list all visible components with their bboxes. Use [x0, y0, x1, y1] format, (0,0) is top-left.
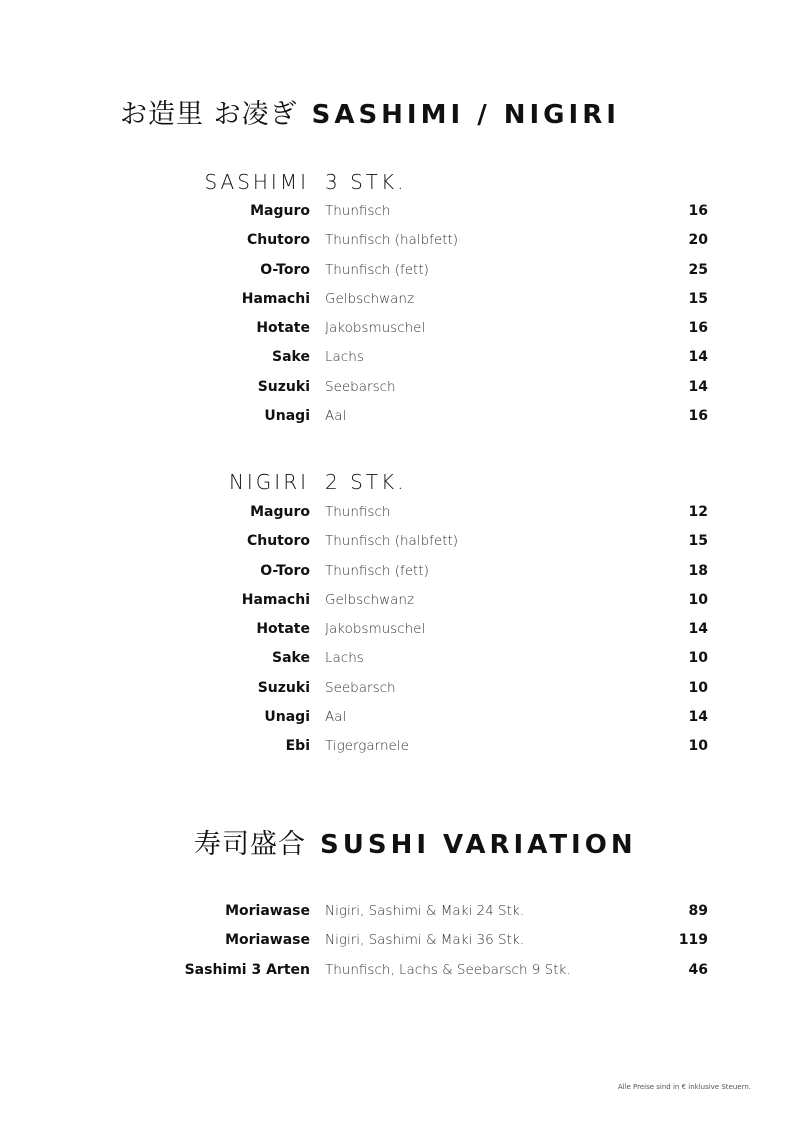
section-title-en: SUSHI VARIATION — [320, 830, 637, 860]
item-name: O-Toro — [260, 562, 310, 579]
item-name: Maguro — [250, 203, 310, 219]
item-description: Gelbschwanz — [325, 290, 415, 307]
sushi-variation-list — [0, 903, 793, 991]
section-title-jp: 寿司盛合 — [194, 829, 306, 860]
item-name: Sake — [272, 349, 310, 366]
item-description: Seebarsch — [325, 679, 396, 696]
item-description: Nigiri, Sashimi & Maki 36 Stk. — [325, 932, 524, 949]
menu-row — [0, 291, 793, 320]
menu-row — [0, 680, 793, 709]
subheading-label: SASHIMI — [204, 170, 309, 194]
item-price: 15 — [688, 290, 708, 307]
item-price: 12 — [688, 504, 708, 520]
item-description: Seebarsch — [325, 378, 396, 395]
item-price: 16 — [688, 320, 708, 337]
menu-row — [0, 533, 793, 562]
menu-row — [0, 379, 793, 408]
menu-row — [0, 320, 793, 349]
item-price: 10 — [688, 738, 708, 755]
item-price: 14 — [688, 378, 708, 395]
section-title-jp: お造里 お凌ぎ — [120, 99, 298, 130]
menu-row — [0, 203, 793, 232]
subheading-label: NIGIRI — [228, 470, 309, 494]
nigiri-list — [0, 504, 793, 768]
item-name: Suzuki — [257, 378, 310, 395]
menu-row — [0, 738, 793, 767]
sashimi-list — [0, 203, 793, 437]
item-price: 20 — [688, 232, 708, 249]
item-name: Moriawase — [225, 932, 310, 949]
item-name: Suzuki — [257, 679, 310, 696]
menu-row — [0, 408, 793, 437]
item-price: 14 — [688, 349, 708, 366]
menu-row — [0, 962, 793, 991]
item-name: Hotate — [256, 320, 310, 337]
item-price: 46 — [688, 961, 708, 978]
menu-row — [0, 232, 793, 261]
item-description: Thunfisch (fett) — [325, 261, 429, 278]
section-heading-sushi-variation — [194, 822, 637, 861]
item-name: Hamachi — [241, 290, 310, 307]
item-price: 14 — [688, 621, 708, 638]
item-name: Sashimi 3 Arten — [184, 961, 310, 978]
item-description: Jakobsmuschel — [325, 621, 426, 638]
item-name: Unagi — [264, 709, 310, 726]
item-description: Gelbschwanz — [325, 591, 415, 608]
menu-row — [0, 262, 793, 291]
item-description: Thunfisch (fett) — [325, 562, 429, 579]
item-price: 15 — [688, 533, 708, 550]
item-name: Hotate — [256, 621, 310, 638]
menu-row — [0, 932, 793, 961]
item-description: Jakobsmuschel — [325, 320, 426, 337]
menu-row — [0, 650, 793, 679]
menu-row — [0, 592, 793, 621]
menu-row — [0, 349, 793, 378]
item-name: Ebi — [285, 738, 310, 755]
item-price: 16 — [688, 203, 708, 219]
menu-row — [0, 621, 793, 650]
section-title-en: SASHIMI / NIGIRI — [311, 100, 620, 130]
item-description: Aal — [325, 408, 347, 425]
item-description: Nigiri, Sashimi & Maki 24 Stk. — [325, 903, 524, 919]
item-price: 18 — [688, 562, 708, 579]
item-price: 14 — [688, 709, 708, 726]
item-name: Moriawase — [225, 903, 310, 919]
price-footnote: Alle Preise sind in € inklusive Steuern. — [617, 1083, 751, 1091]
item-name: Hamachi — [241, 591, 310, 608]
item-price: 25 — [688, 261, 708, 278]
item-name: Unagi — [264, 408, 310, 425]
item-description: Thunfisch — [325, 504, 391, 520]
item-name: Maguro — [250, 504, 310, 520]
item-name: Chutoro — [246, 533, 310, 550]
item-price: 10 — [688, 650, 708, 667]
item-price: 89 — [688, 903, 708, 919]
item-description: Thunfisch — [325, 203, 391, 219]
item-price: 10 — [688, 591, 708, 608]
item-price: 119 — [678, 932, 708, 949]
menu-row — [0, 563, 793, 592]
item-description: Aal — [325, 709, 347, 726]
section-heading-sashimi-nigiri — [120, 92, 620, 131]
item-price: 10 — [688, 679, 708, 696]
item-description: Tigergarnele — [325, 738, 409, 755]
item-description: Lachs — [325, 349, 364, 366]
menu-row — [0, 709, 793, 738]
item-description: Thunfisch, Lachs & Seebarsch 9 Stk. — [325, 961, 571, 978]
item-name: Chutoro — [246, 232, 310, 249]
item-name: O-Toro — [260, 261, 310, 278]
item-description: Thunfisch (halbfett) — [325, 533, 459, 550]
subheading-count: 3 STK. — [325, 170, 407, 194]
item-name: Sake — [272, 650, 310, 667]
subheading-count: 2 STK. — [325, 470, 407, 494]
item-description: Lachs — [325, 650, 364, 667]
item-description: Thunfisch (halbfett) — [325, 232, 459, 249]
menu-row — [0, 504, 793, 533]
menu-row — [0, 903, 793, 932]
item-price: 16 — [688, 408, 708, 425]
